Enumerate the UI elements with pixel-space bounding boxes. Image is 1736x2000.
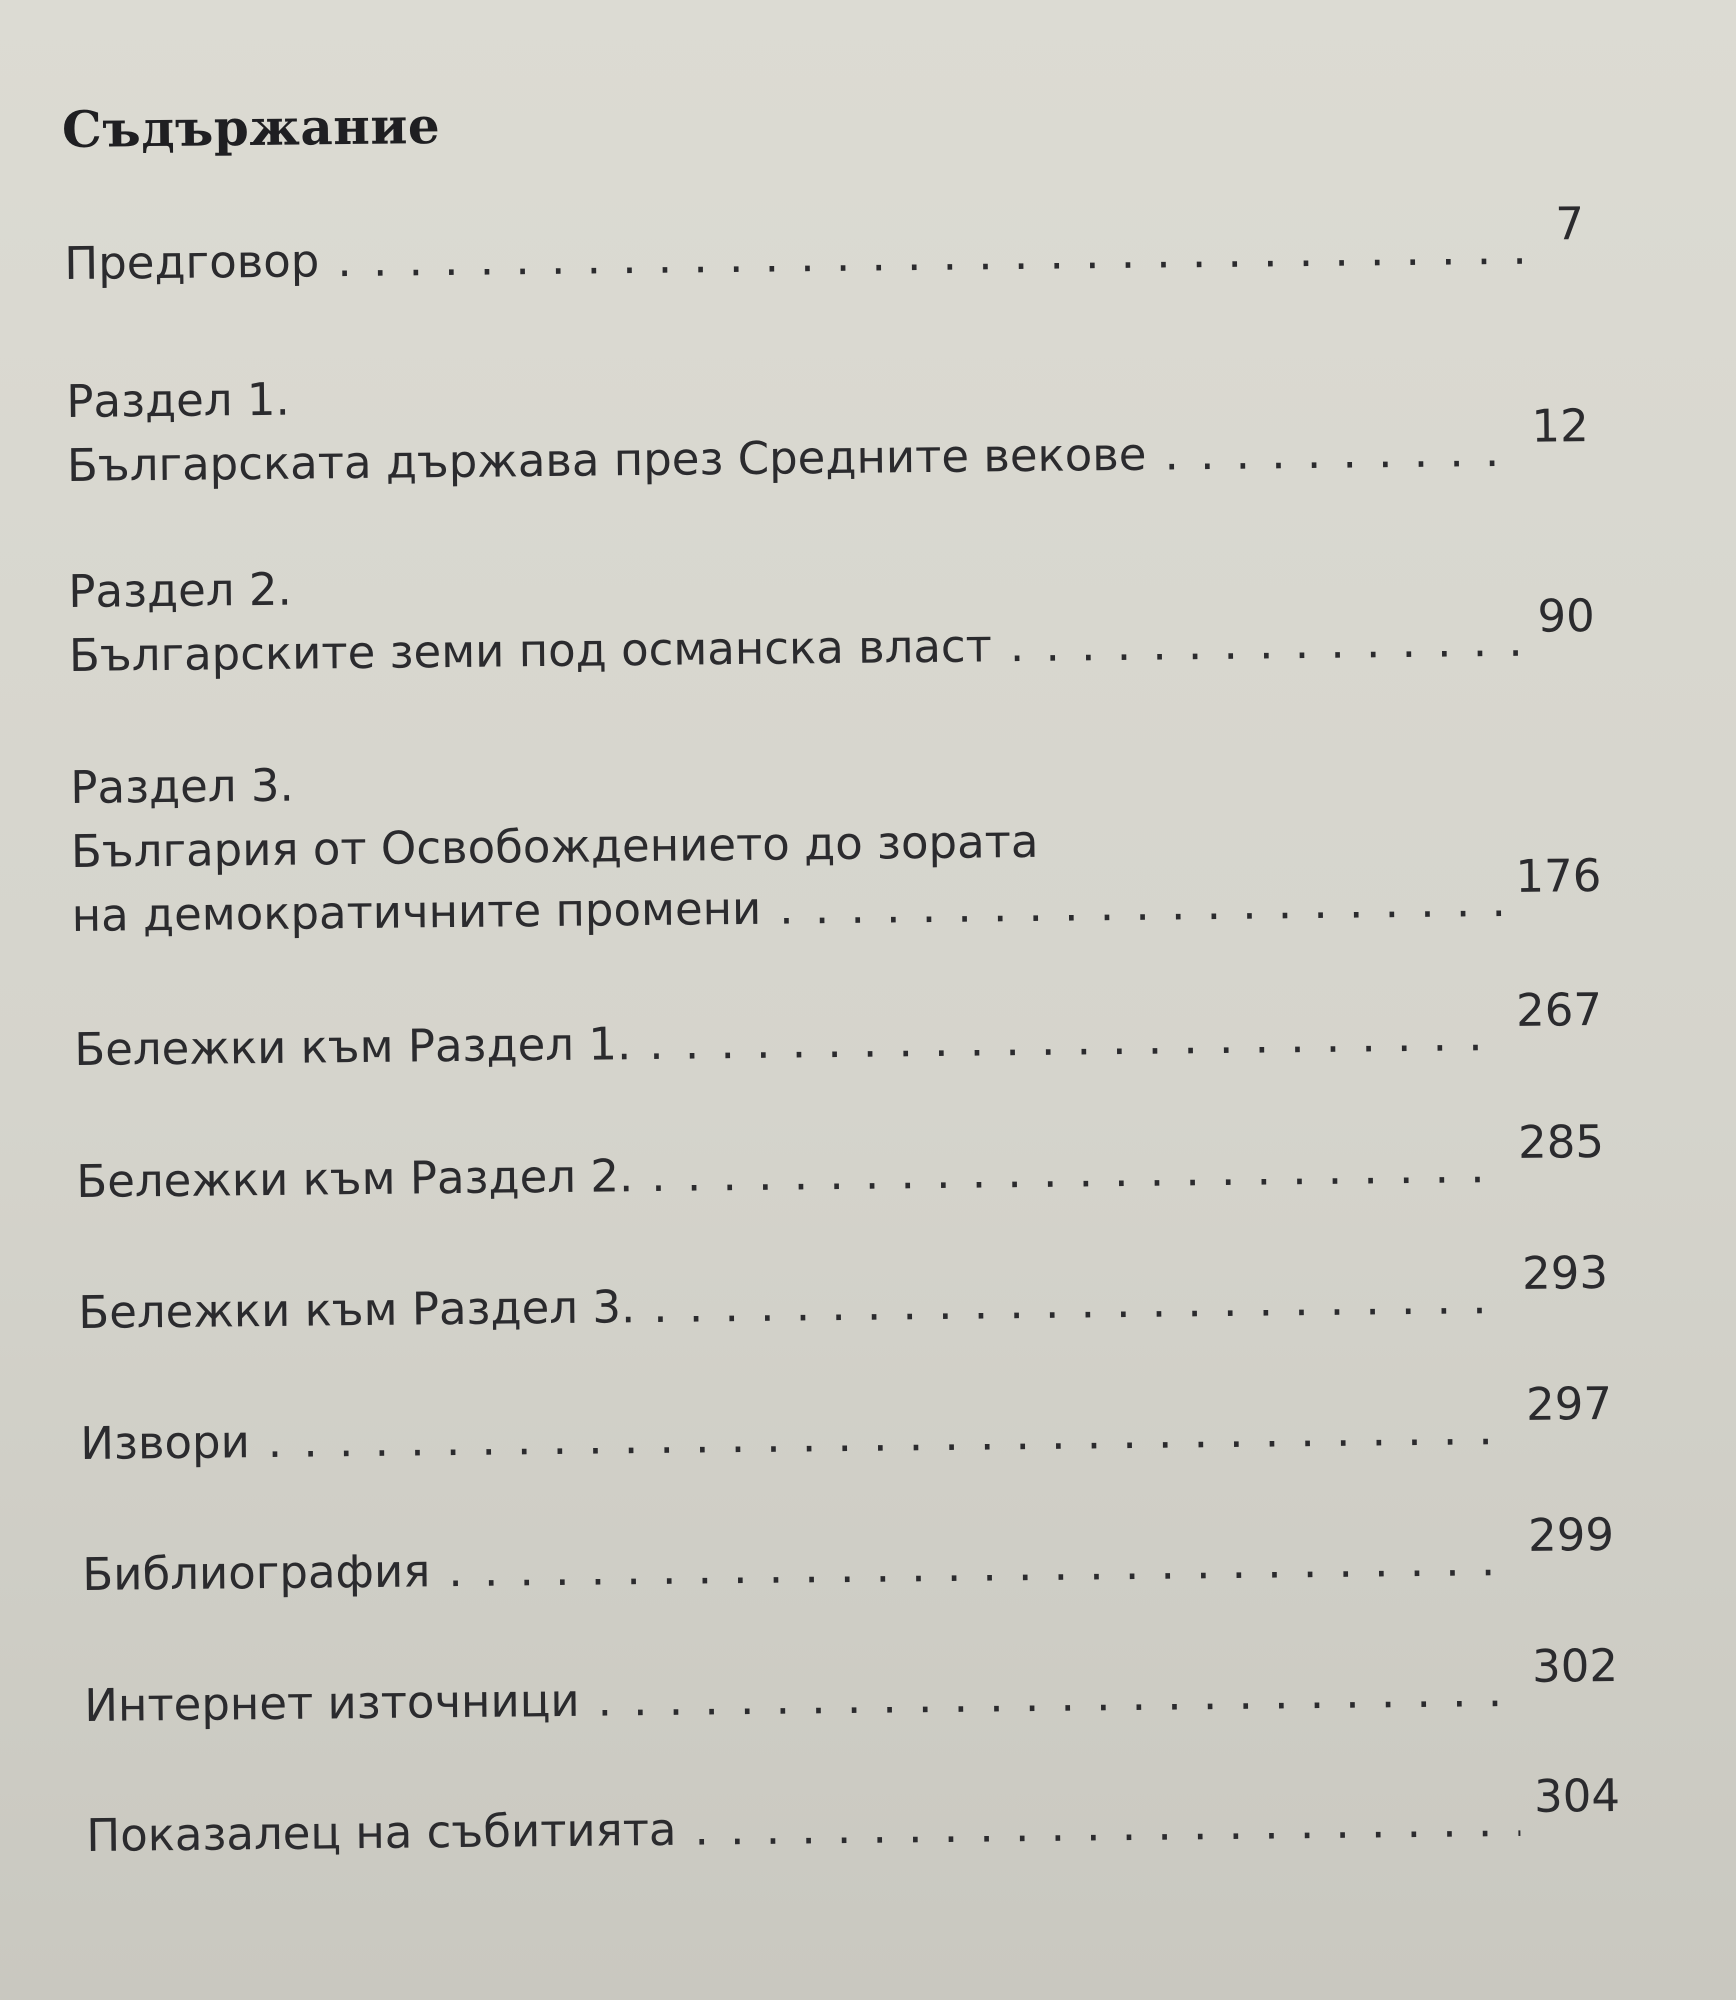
dot-leader: [651, 1135, 1505, 1208]
toc-entry-section-1: [66, 354, 1589, 498]
toc-page-number: 267: [1515, 983, 1603, 1037]
toc-entry-section-2: [68, 544, 1595, 688]
toc-entry-internet-sources: [84, 1638, 1619, 1738]
toc-page-number: 302: [1531, 1638, 1619, 1693]
dot-leader: [653, 1266, 1509, 1339]
toc-section-label: Раздел 3.: [70, 758, 295, 814]
toc-entry-notes-1: [74, 983, 1603, 1082]
dot-leader: [1010, 609, 1524, 678]
toc-entry-preface: [64, 197, 1585, 296]
dot-leader: [779, 869, 1502, 941]
toc-entry-title: Бележки към Раздел 1.: [74, 1017, 632, 1076]
dot-leader: [267, 1397, 1512, 1474]
toc-entry-bibliography: [82, 1507, 1615, 1607]
contents-heading: Съдържание: [61, 96, 441, 159]
toc-page-number: 12: [1531, 399, 1589, 453]
dot-leader: [337, 217, 1542, 294]
toc-page-number: 297: [1525, 1376, 1613, 1431]
toc-entry-notes-3: [78, 1245, 1609, 1345]
toc-entry-title-line: България от Освобождението до зората: [70, 814, 1039, 878]
toc-entry-title: Извори: [80, 1415, 251, 1470]
toc-entry-sources: [80, 1376, 1613, 1476]
toc-section-label: Раздел 1.: [66, 372, 291, 428]
toc-entry-title: Бележки към Раздел 3.: [78, 1280, 636, 1339]
toc-page-number: 7: [1555, 197, 1585, 251]
toc-entry-title: на демократичните промени: [71, 881, 762, 942]
toc-entry-title: Интернет източници: [84, 1673, 580, 1732]
dot-leader: [597, 1659, 1518, 1733]
dot-leader: [649, 1003, 1503, 1076]
dot-leader: [694, 1789, 1521, 1862]
toc-entry-section-3: [70, 740, 1602, 948]
dot-leader: [1164, 419, 1518, 487]
toc-page-number: 90: [1537, 589, 1595, 643]
toc-entry-events-index: [86, 1768, 1621, 1868]
toc-entry-notes-2: [76, 1115, 1605, 1214]
toc-entry-title: Българските земи под османска власт: [68, 619, 993, 682]
toc-entry-title: Българската държава през Средните векове: [66, 427, 1147, 492]
toc-page-number: 176: [1515, 848, 1602, 903]
toc-entry-title: Показалец на събитията: [86, 1802, 677, 1862]
toc-entry-title: Библиография: [82, 1544, 431, 1601]
toc-page-number: 299: [1527, 1507, 1615, 1562]
toc-entry-title: Предговор: [64, 234, 320, 290]
toc-page-number: 304: [1533, 1768, 1621, 1823]
toc-page-number: 293: [1521, 1245, 1609, 1300]
toc-entry-title: Бележки към Раздел 2.: [76, 1149, 634, 1208]
dot-leader: [448, 1528, 1515, 1603]
toc-section-label: Раздел 2.: [68, 562, 293, 618]
toc-page-number: 285: [1517, 1115, 1605, 1169]
